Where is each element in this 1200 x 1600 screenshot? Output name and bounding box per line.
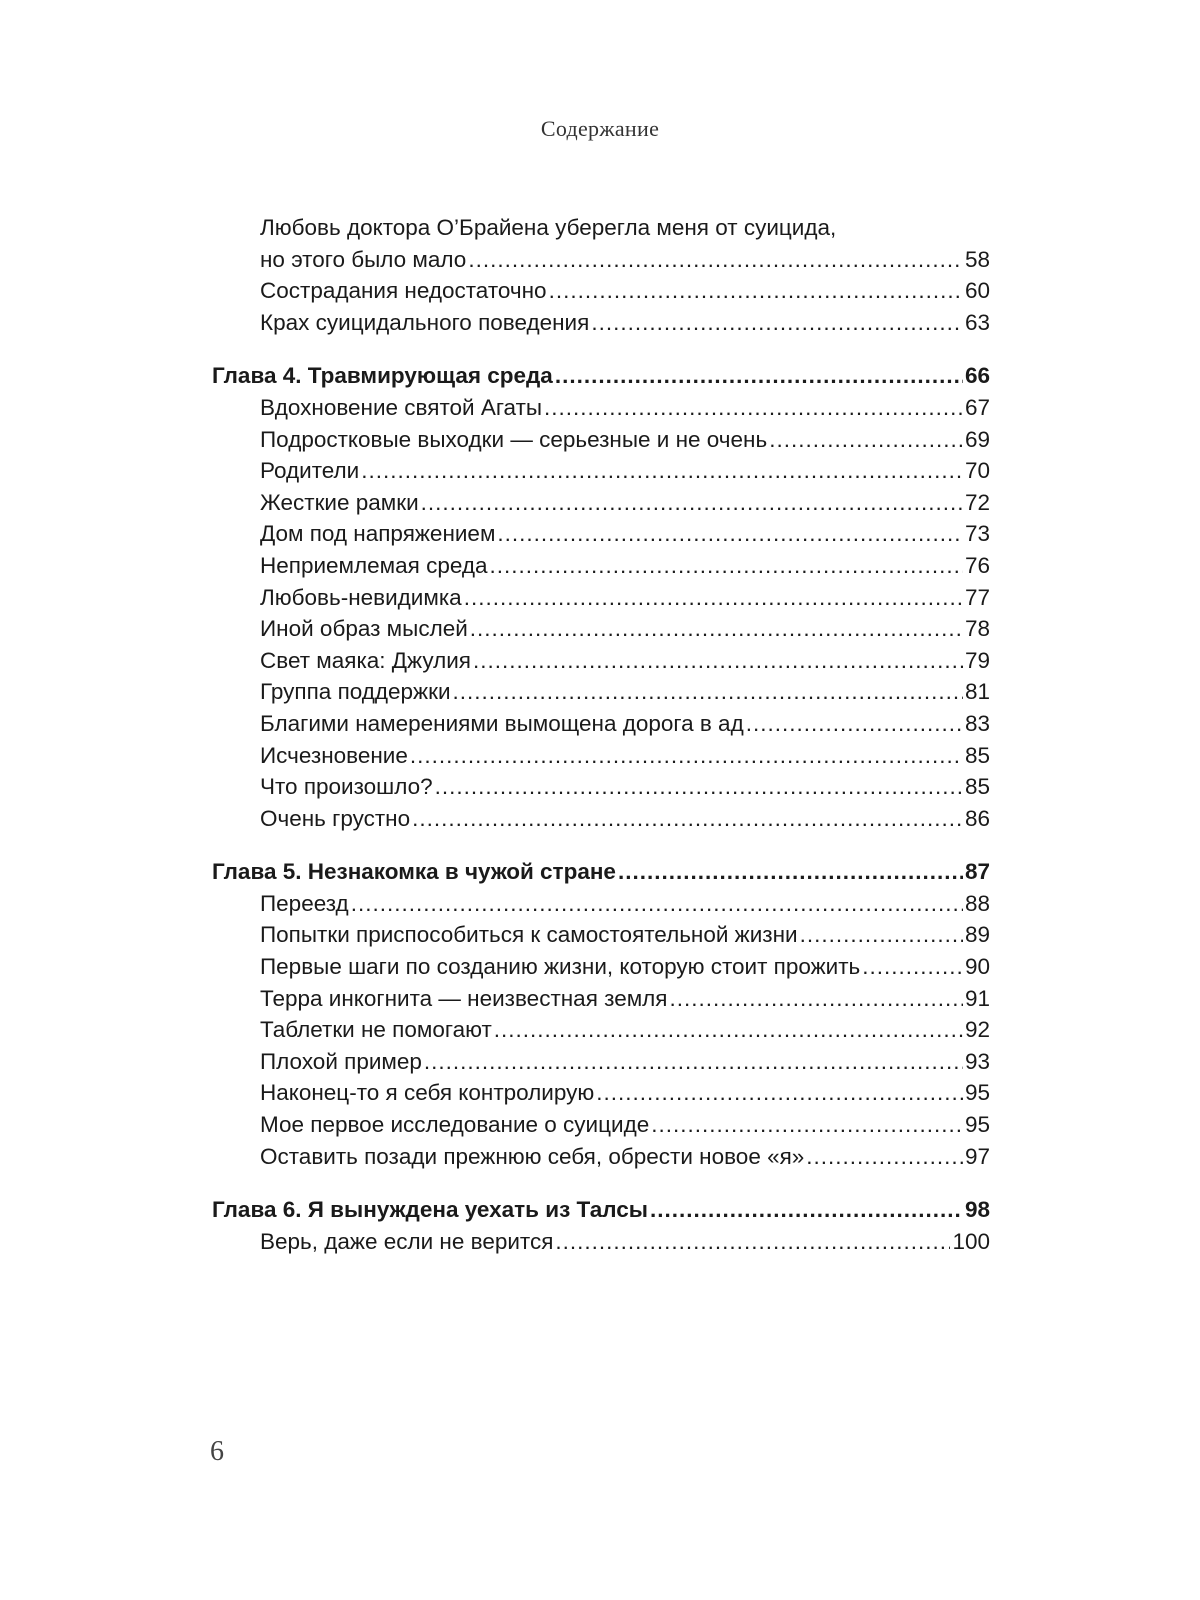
toc-entry-page: 92	[964, 1017, 990, 1043]
toc-entry	[212, 1014, 990, 1046]
toc-entry	[212, 740, 990, 772]
dot-leader	[862, 951, 963, 983]
dot-leader	[435, 771, 963, 803]
dot-leader	[650, 1194, 963, 1226]
toc-entry-title: Вдохновение святой Агаты	[260, 394, 543, 420]
toc-entry-title: но этого было мало	[260, 246, 467, 272]
dot-leader	[497, 518, 963, 550]
toc-entry-page: 73	[964, 521, 990, 547]
toc-entry-page: 67	[964, 394, 990, 420]
dot-leader	[464, 582, 963, 614]
dot-leader	[453, 676, 963, 708]
toc-entry	[212, 676, 990, 708]
toc-entry-title: Группа поддержки	[260, 679, 451, 705]
running-head: Содержание	[540, 116, 660, 141]
dot-leader	[746, 708, 963, 740]
toc-entry-page: 77	[964, 584, 990, 610]
dot-leader	[470, 613, 963, 645]
toc-entry-page: 83	[964, 710, 990, 736]
toc-entry	[212, 1109, 990, 1141]
toc-entry-page: 88	[964, 890, 990, 916]
chapter-page: 87	[964, 859, 990, 885]
toc-entry-title: Плохой пример	[260, 1048, 422, 1074]
toc-entry-title: Свет маяка: Джулия	[260, 647, 471, 673]
dot-leader	[468, 244, 963, 276]
chapter-title: Глава 5. Незнакомка в чужой стране	[212, 859, 616, 885]
dot-leader	[361, 455, 963, 487]
dot-leader	[421, 487, 963, 519]
toc-entry	[212, 1226, 990, 1258]
toc-entry-page: 60	[964, 278, 990, 304]
toc-entry	[212, 424, 990, 456]
toc-entry	[212, 803, 990, 835]
toc-entry-page: 85	[964, 742, 990, 768]
dot-leader	[473, 645, 963, 677]
toc-entry	[212, 518, 990, 550]
toc-entry-page: 85	[964, 774, 990, 800]
dot-leader	[412, 803, 963, 835]
toc-entry-title: Крах суицидального поведения	[260, 309, 590, 335]
toc-entry-title: Таблетки не помогают	[260, 1017, 492, 1043]
toc-entry-page: 90	[964, 954, 990, 980]
toc-entry-title: Попытки приспособиться к самостоятельной жизни	[260, 922, 798, 948]
toc-entry	[212, 392, 990, 424]
dot-leader	[410, 740, 963, 772]
toc-entry-page: 72	[964, 489, 990, 515]
toc-entry	[212, 307, 990, 339]
toc-entry	[212, 275, 990, 307]
chapter-page: 66	[964, 363, 990, 389]
toc-entry-title: Терра инкогнита — неизвестная земля	[260, 985, 668, 1011]
toc-entry-page: 81	[964, 679, 990, 705]
toc-entry-title: Неприемлемая среда	[260, 552, 488, 578]
toc-entry-title: Верь, даже если не верится	[260, 1228, 554, 1254]
toc-entry-title: Жесткие рамки	[260, 489, 419, 515]
chapter-title: Глава 6. Я вынуждена уехать из Талсы	[212, 1197, 648, 1223]
toc-entry	[212, 550, 990, 582]
toc-entry-title: Родители	[260, 458, 360, 484]
toc-entry	[212, 455, 990, 487]
toc-entry-title: Благими намерениями вымощена дорога в ад	[260, 710, 744, 736]
toc-entry	[212, 771, 990, 803]
toc-entry	[212, 487, 990, 519]
toc-entry	[212, 951, 990, 983]
dot-leader	[555, 360, 963, 392]
toc-entry	[212, 1141, 990, 1173]
dot-leader	[800, 919, 963, 951]
toc-entry-title: Подростковые выходки — серьезные и не очень	[260, 426, 768, 452]
toc-entry-title: Исчезновение	[260, 742, 408, 768]
toc-entry	[212, 244, 990, 276]
chapter-title: Глава 4. Травмирующая среда	[212, 363, 553, 389]
toc-entry-page: 78	[964, 616, 990, 642]
toc-entry-title: Дом под напряжением	[260, 521, 496, 547]
dot-leader	[669, 983, 962, 1015]
dot-leader	[549, 275, 963, 307]
table-of-contents	[212, 212, 990, 1257]
toc-chapter-5	[212, 856, 990, 888]
toc-entry-title: Иной образ мыслей	[260, 616, 468, 642]
toc-entry	[212, 645, 990, 677]
toc-entry-page: 97	[964, 1143, 990, 1169]
dot-leader	[424, 1046, 963, 1078]
dot-leader	[490, 550, 963, 582]
toc-entry	[212, 582, 990, 614]
dot-leader	[494, 1014, 963, 1046]
toc-entry	[212, 983, 990, 1015]
dot-leader	[596, 1077, 963, 1109]
toc-entry-title: Мое первое исследование о суициде	[260, 1112, 650, 1138]
toc-entry-page: 86	[964, 805, 990, 831]
toc-entry-page: 91	[964, 985, 990, 1011]
toc-entry-page: 93	[964, 1048, 990, 1074]
chapter-page: 98	[964, 1197, 990, 1223]
toc-entry-page: 95	[964, 1080, 990, 1106]
dot-leader	[351, 888, 963, 920]
dot-leader	[769, 424, 963, 456]
toc-entry-title: Что произошло?	[260, 774, 433, 800]
toc-entry	[212, 919, 990, 951]
toc-entry-title: Любовь доктора О’Брайена уберегла меня от суицида,	[260, 215, 837, 240]
toc-entry-title: Переезд	[260, 890, 349, 916]
dot-leader	[544, 392, 963, 424]
toc-entry	[212, 613, 990, 645]
toc-entry-page: 89	[964, 922, 990, 948]
page-number: 6	[210, 1436, 224, 1467]
dot-leader	[651, 1109, 963, 1141]
toc-entry	[212, 708, 990, 740]
dot-leader	[591, 307, 963, 339]
toc-entry-page: 79	[964, 647, 990, 673]
toc-chapter-4	[212, 360, 990, 392]
toc-entry	[212, 1046, 990, 1078]
toc-entry-page: 58	[964, 246, 990, 272]
dot-leader	[806, 1141, 963, 1173]
toc-entry-page: 70	[964, 458, 990, 484]
toc-entry-page: 76	[964, 552, 990, 578]
toc-entry-page: 95	[964, 1112, 990, 1138]
dot-leader	[618, 856, 963, 888]
toc-entry-page: 63	[964, 309, 990, 335]
toc-entry-title: Оставить позади прежнюю себя, обрести новое «я»	[260, 1143, 805, 1169]
toc-entry-title: Первые шаги по созданию жизни, которую стоит прожить	[260, 954, 861, 980]
toc-entry-title: Очень грустно	[260, 805, 411, 831]
toc-entry-title: Сострадания недостаточно	[260, 278, 547, 304]
toc-entry	[212, 888, 990, 920]
toc-entry	[212, 212, 990, 244]
toc-entry-title: Наконец-то я себя контролирую	[260, 1080, 595, 1106]
dot-leader	[555, 1226, 950, 1258]
toc-entry-page: 69	[964, 426, 990, 452]
toc-entry-title: Любовь-невидимка	[260, 584, 462, 610]
toc-entry	[212, 1077, 990, 1109]
toc-chapter-6	[212, 1194, 990, 1226]
toc-entry-page: 100	[952, 1228, 990, 1254]
